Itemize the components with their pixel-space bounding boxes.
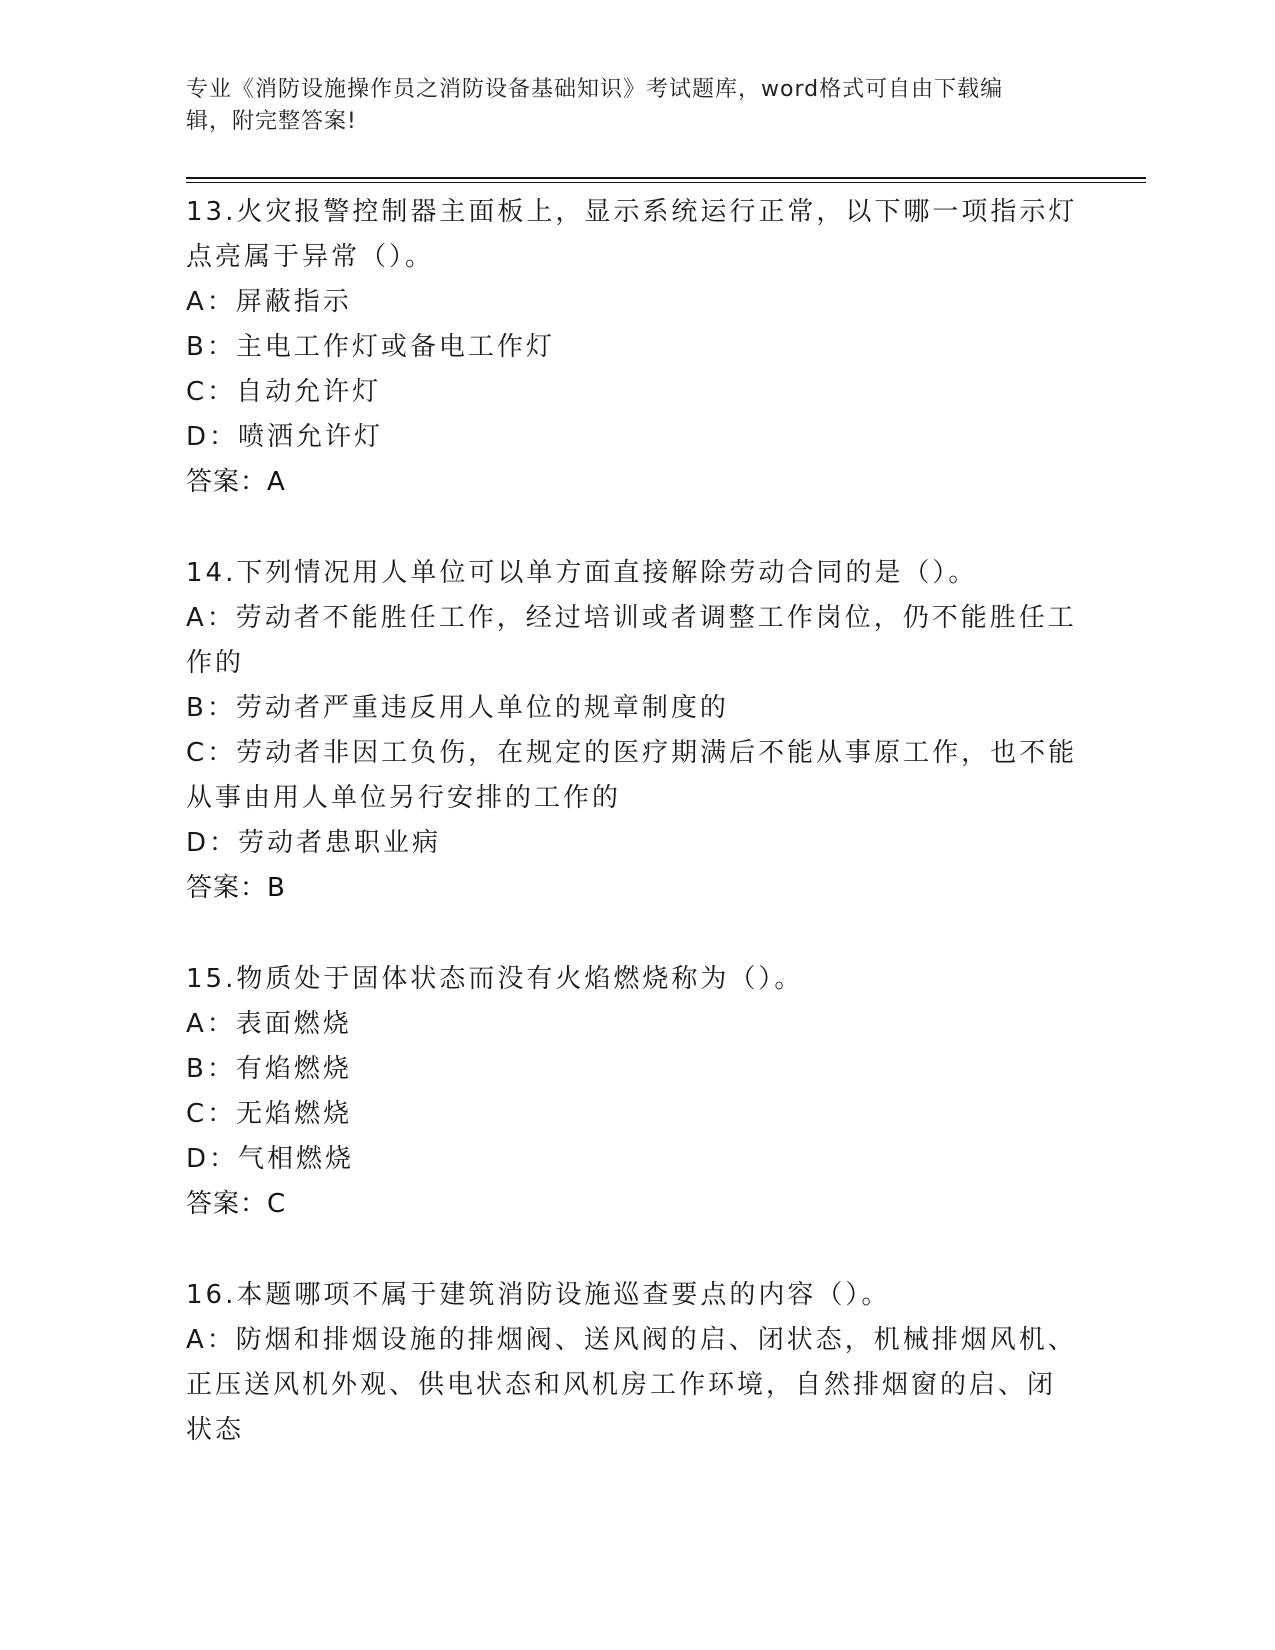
header-divider-thin: [186, 182, 1146, 183]
question-answer: [186, 866, 1086, 911]
answer-label: 答案：: [186, 1189, 268, 1219]
question-option: 正压送风机外观、供电状态和风机房工作环境，自然排烟窗的启、闭: [186, 1370, 1057, 1400]
question-option: A：劳动者不能胜任工作，经过培训或者调整工作岗位，仍不能胜任工: [186, 603, 1077, 633]
question-option: A：防烟和排烟设施的排烟阀、送风阀的启、闭状态，机械排烟风机、: [186, 1325, 1077, 1355]
question-option: 状态: [186, 1415, 245, 1445]
question-option: C：无焰燃烧: [186, 1099, 353, 1129]
question-item: [186, 190, 1086, 505]
answer-label: 答案：: [186, 467, 268, 497]
question-stem: 15.物质处于固体状态而没有火焰燃烧称为（）。: [186, 964, 804, 994]
question-list: [186, 190, 1086, 1499]
question-option: A：表面燃烧: [186, 1009, 352, 1039]
answer-label: 答案：: [186, 873, 268, 903]
header-divider-thick: [186, 177, 1146, 179]
answer-value: B: [267, 873, 286, 903]
question-option: C：劳动者非因工负伤，在规定的医疗期满后不能从事原工作，也不能: [186, 738, 1078, 768]
answer-value: A: [267, 467, 286, 497]
document-header: [186, 74, 1066, 138]
question-option: D：气相燃烧: [186, 1144, 355, 1174]
question-option: D：劳动者患职业病: [186, 828, 442, 858]
question-option: A：屏蔽指示: [186, 287, 352, 317]
question-stem: 16.本题哪项不属于建筑消防设施巡查要点的内容（）。: [186, 1280, 891, 1310]
question-option: B：主电工作灯或备电工作灯: [186, 332, 555, 362]
question-option: C：自动允许灯: [186, 377, 382, 407]
header-line-1: 专业《消防设施操作员之消防设备基础知识》考试题库，word格式可自由下载编: [186, 77, 1004, 102]
question-item: [186, 551, 1086, 911]
question-answer: [186, 460, 1086, 505]
question-stem: 点亮属于异常（）。: [186, 242, 435, 272]
question-item: [186, 1273, 1086, 1453]
question-stem: 13.火灾报警控制器主面板上，显示系统运行正常，以下哪一项指示灯: [186, 197, 1078, 227]
question-item: [186, 957, 1086, 1227]
header-line-2: 辑，附完整答案!: [186, 109, 357, 134]
question-option: 从事由用人单位另行安排的工作的: [186, 783, 622, 813]
question-option: B：有焰燃烧: [186, 1054, 352, 1084]
question-stem: 14.下列情况用人单位可以单方面直接解除劳动合同的是（）。: [186, 558, 978, 588]
question-answer: [186, 1182, 1086, 1227]
question-option: D：喷洒允许灯: [186, 422, 384, 452]
question-option: 作的: [186, 648, 245, 678]
question-option: B：劳动者严重违反用人单位的规章制度的: [186, 693, 729, 723]
answer-value: C: [267, 1189, 287, 1219]
